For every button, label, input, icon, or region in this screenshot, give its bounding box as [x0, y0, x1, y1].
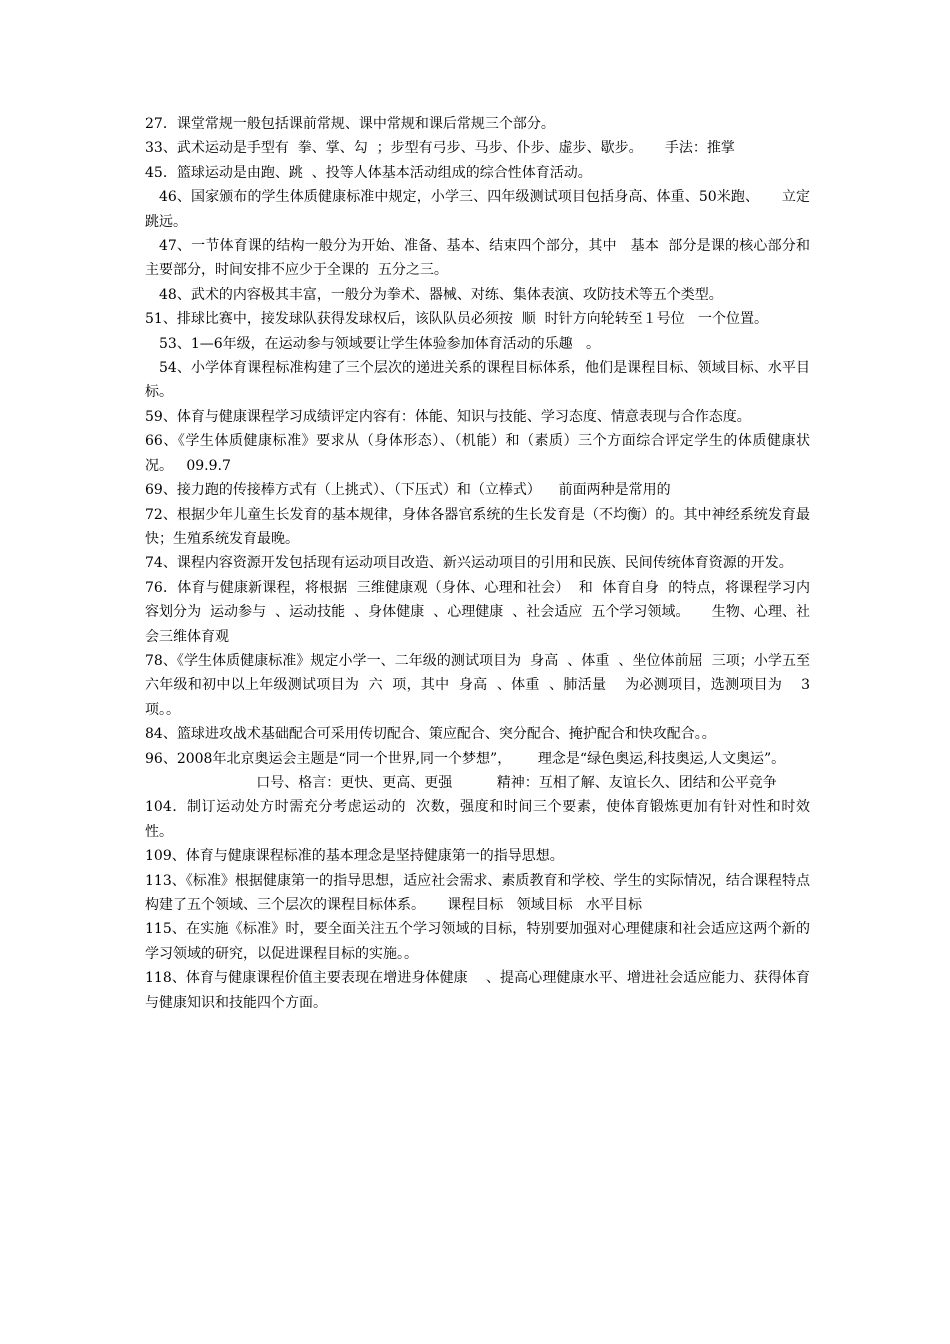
- paragraph-96-slogan: 口号、格言：更快、更高、更强 精神：互相了解、友谊长久、团结和公平竞争: [145, 774, 777, 791]
- paragraph-33: 33、武术运动是手型有 拳、掌、勾 ；步型有弓步、马步、仆步、虚步、歇步。 手法：推掌: [145, 140, 735, 157]
- paragraph-76: 76．体育与健康新课程，将根据 三维健康观（身体、心理和社会） 和 体育自身 的特点，将课程学习内容划分为 运动参与 、运动技能 、身体健康 、心理健康 、社会适应 五个学习领域。 生物、心理、社会三维体育观: [145, 579, 810, 645]
- paragraph-46: 46、国家颁布的学生体质健康标准中规定，小学三、四年级测试项目包括身高、体重、50米跑、 立定跳远。: [145, 189, 810, 230]
- paragraph-53: 53、1—6年级，在运动参与领域要让学生体验参加体育活动的乐趣 。: [159, 335, 600, 352]
- paragraph-47: 47、一节体育课的结构一般分为开始、准备、基本、结束四个部分，其中 基本 部分是课的核心部分和主要部分，时间安排不应少于全课的 五分之三。: [145, 238, 810, 279]
- paragraph-72: 72、根据少年儿童生长发育的基本规律，身体各器官系统的生长发育是（不均衡）的。其中神经系统发育最快；生殖系统发育最晚。: [145, 506, 810, 547]
- paragraph-115: 115、在实施《标准》时，要全面关注五个学习领域的目标，特别要加强对心理健康和社会适应这两个新的学习领域的研究，以促进课程目标的实施。。: [145, 921, 810, 962]
- paragraph-113: 113、《标准》根据健康第一的指导思想，适应社会需求、素质教育和学校、学生的实际情况，结合课程特点构建了五个领域、三个层次的课程目标体系。 课程目标 领域目标 水平目标: [145, 872, 810, 913]
- paragraph-96: 96、2008年北京奥运会主题是“同一个世界,同一个梦想”， 理念是“绿色奥运,科技奥运,人文奥运”。: [145, 750, 786, 767]
- paragraph-104: 104．制订运动处方时需充分考虑运动的 次数，强度和时间三个要素，使体育锻炼更加有针对性和时效性。: [145, 799, 810, 840]
- paragraph-59: 59、体育与健康课程学习成绩评定内容有：体能、知识与技能、学习态度、情意表现与合作态度。: [145, 408, 751, 425]
- paragraph-45: 45．篮球运动是由跑、跳 、投等人体基本活动组成的综合性体育活动。: [145, 164, 592, 181]
- paragraph-51: 51、排球比赛中，接发球队获得发球权后，该队队员必须按 顺 时针方向轮转至１号位 一个位置。: [145, 311, 768, 328]
- paragraph-66: 66、《学生体质健康标准》要求从（身体形态）、（机能）和（素质）三个方面综合评定学生的体质健康状况。 09.9.7: [145, 433, 810, 474]
- paragraph-84: 84、篮球进攻战术基础配合可采用传切配合、策应配合、突分配合、掩护配合和快攻配合。。: [145, 726, 716, 743]
- paragraph-48: 48、武术的内容极其丰富，一般分为拳术、器械、对练、集体表演、攻防技术等五个类型。: [159, 286, 723, 303]
- paragraph-54: 54、小学体育课程标准构建了三个层次的递进关系的课程目标体系，他们是课程目标、领域目标、水平目标。: [145, 360, 810, 401]
- paragraph-109: 109、体育与健康课程标准的基本理念是坚持健康第一的指导思想。: [145, 848, 564, 865]
- paragraph-118: 118、体育与健康课程价值主要表现在增进身体健康 、提高心理健康水平、增进社会适应能力、获得体育与健康知识和技能四个方面。: [145, 970, 810, 1011]
- document-page: [145, 112, 819, 1015]
- paragraph-27: 27．课堂常规一般包括课前常规、课中常规和课后常规三个部分。: [145, 116, 555, 132]
- paragraph-78: 78、《学生体质健康标准》规定小学一、二年级的测试项目为 身高 、体重 、坐位体前屈 三项；小学五至六年级和初中以上年级测试项目为 六 项，其中 身高 、体重 、肺活量 为必测项目，选测项目为 3 项。。: [145, 652, 819, 718]
- paragraph-74: 74、课程内容资源开发包括现有运动项目改造、新兴运动项目的引用和民族、民间传统体育资源的开发。: [145, 555, 793, 572]
- paragraph-69: 69、接力跑的传接棒方式有（上挑式）、（下压式）和（立棒式） 前面两种是常用的: [145, 482, 671, 499]
